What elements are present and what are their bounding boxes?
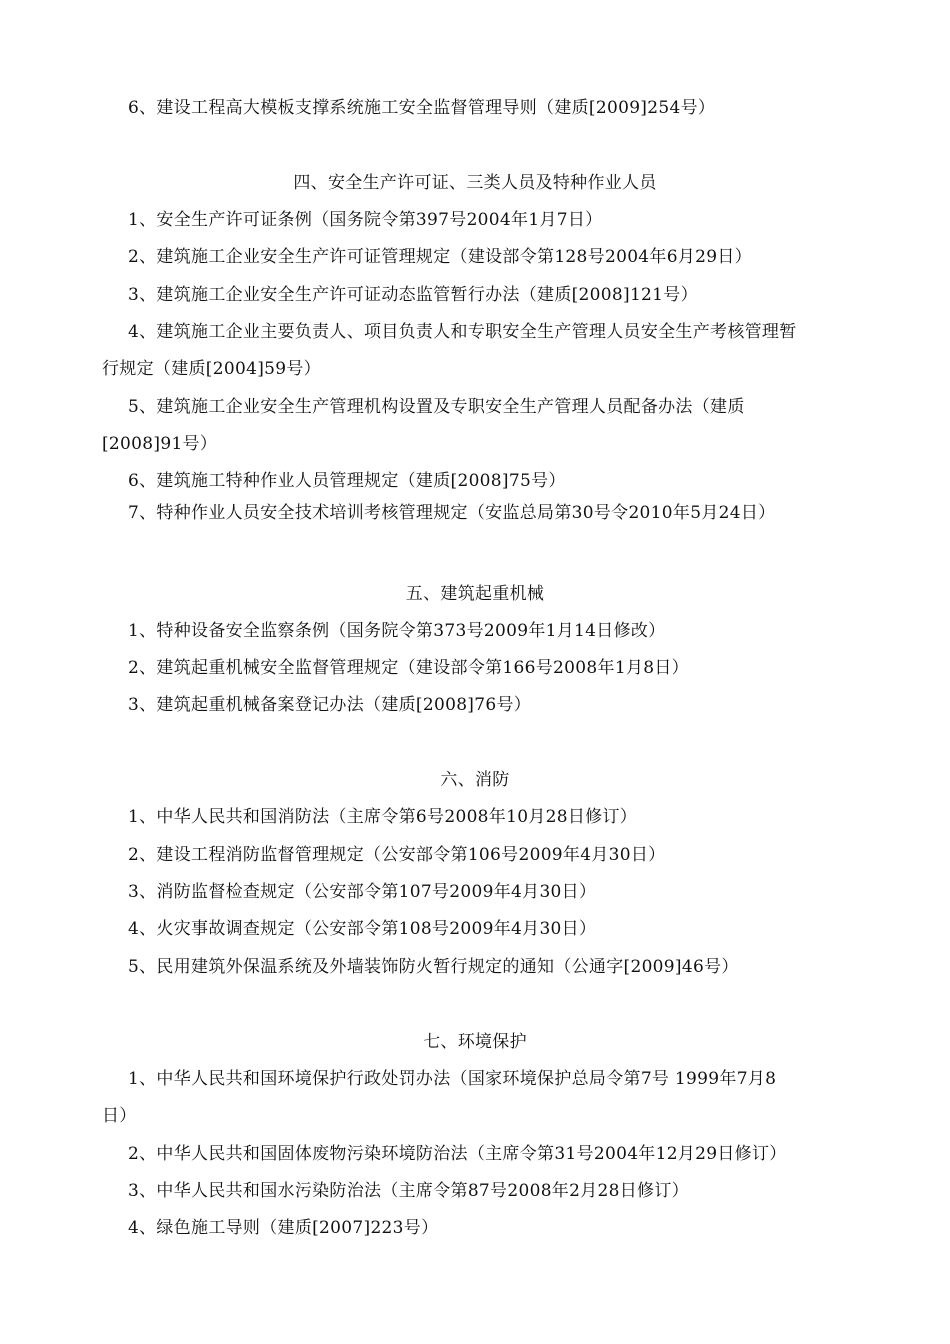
list-item: 3、消防监督检查规定（公安部令第107号2009年4月30日） (128, 882, 597, 902)
section-heading: 五、建筑起重机械 (405, 584, 545, 604)
list-item: 5、建筑施工企业安全生产管理机构设置及专职安全生产管理人员配备办法（建质 (128, 397, 745, 417)
list-item: 2、中华人民共和国固体废物污染环境防治法（主席令第31号2004年12月29日修订） (128, 1144, 787, 1164)
list-item-continuation: [2008]91号） (102, 434, 218, 454)
list-item: 3、中华人民共和国水污染防治法（主席令第87号2008年2月28日修订） (128, 1181, 689, 1201)
list-item: 4、绿色施工导则（建质[2007]223号） (128, 1218, 439, 1238)
list-item: 2、建筑施工企业安全生产许可证管理规定（建设部令第128号2004年6月29日） (128, 247, 752, 267)
list-item-continuation: 日） (102, 1106, 137, 1126)
section-heading: 六、消防 (440, 770, 510, 790)
list-item: 6、建筑施工特种作业人员管理规定（建质[2008]75号） (128, 471, 566, 491)
list-item: 5、民用建筑外保温系统及外墙装饰防火暂行规定的通知（公通字[2009]46号） (128, 957, 739, 977)
list-item: 2、建筑起重机械安全监督管理规定（建设部令第166号2008年1月8日） (128, 658, 689, 678)
list-item: 1、中华人民共和国环境保护行政处罚办法（国家环境保护总局令第7号 1999年7月8 (128, 1069, 777, 1089)
list-item: 6、建设工程高大模板支撑系统施工安全监督管理导则（建质[2009]254号） (128, 98, 716, 118)
list-item: 3、建筑施工企业安全生产许可证动态监管暂行办法（建质[2008]121号） (128, 285, 698, 305)
list-item: 3、建筑起重机械备案登记办法（建质[2008]76号） (128, 695, 532, 715)
list-item: 1、中华人民共和国消防法（主席令第6号2008年10月28日修订） (128, 807, 638, 827)
section-heading: 四、安全生产许可证、三类人员及特种作业人员 (293, 173, 657, 193)
list-item-continuation: 行规定（建质[2004]59号） (102, 359, 321, 379)
list-item: 1、安全生产许可证条例（国务院令第397号2004年1月7日） (128, 210, 603, 230)
list-item: 2、建设工程消防监督管理规定（公安部令第106号2009年4月30日） (128, 845, 666, 865)
list-item: 7、特种作业人员安全技术培训考核管理规定（安监总局第30号令2010年5月24日） (128, 503, 776, 523)
section-heading: 七、环境保护 (423, 1032, 527, 1052)
list-item: 4、火灾事故调查规定（公安部令第108号2009年4月30日） (128, 919, 597, 939)
list-item: 1、特种设备安全监察条例（国务院令第373号2009年1月14日修改） (128, 621, 666, 641)
list-item: 4、建筑施工企业主要负责人、项目负责人和专职安全生产管理人员安全生产考核管理暂 (128, 322, 797, 342)
